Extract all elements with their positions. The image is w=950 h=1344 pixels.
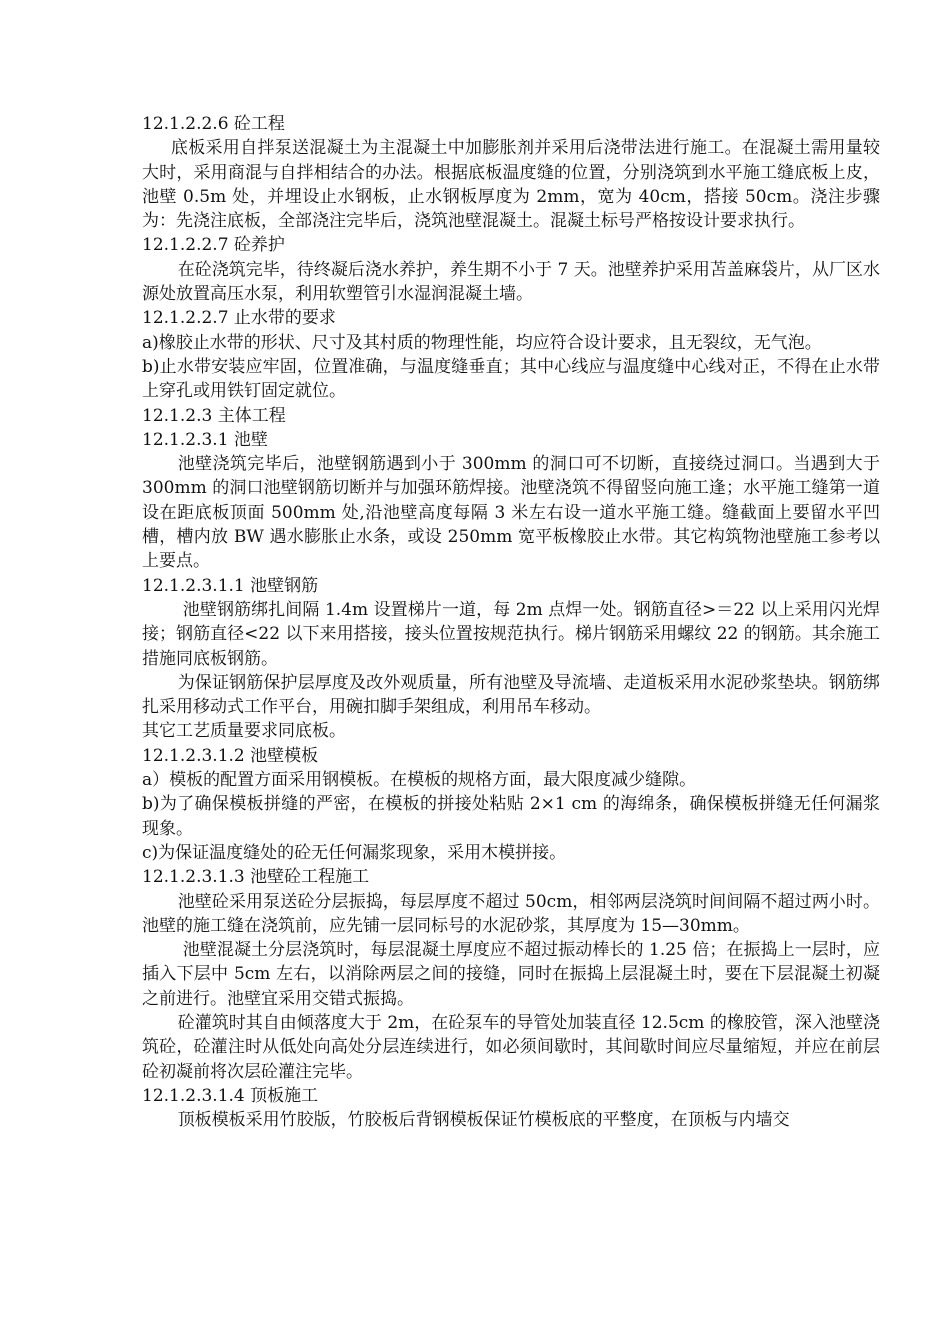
paragraph-pool-wall-concrete-3: 砼灌筑时其自由倾落度大于 2m，在砼泵车的导管处加装直径 12.5cm 的橡胶管，深入池壁浇筑砼，砼灌注时从低处向高处分层连续进行，如必须间歇时，其间歇时间应尽量缩短，并应在前层砼初凝前将次层砼灌注完毕。: [142, 1012, 880, 1082]
paragraph-roof-slab: 顶板模板采用竹胶版，竹胶板后背钢模板保证竹模板底的平整度，在顶板与内墙交: [177, 1110, 790, 1131]
section-heading-pool-wall: 12.1.2.3.1 池壁: [142, 429, 268, 450]
section-heading-pool-wall-rebar: 12.1.2.3.1.1 池壁钢筋: [142, 575, 319, 596]
section-heading-concrete-curing: 12.1.2.2.7 砼养护: [142, 235, 285, 256]
section-heading-main-structure: 12.1.2.3 主体工程: [142, 405, 286, 426]
list-item-waterstop-a: a)橡胶止水带的形状、尺寸及其村质的物理性能，均应符合设计要求，且无裂纹，无气泡。: [142, 332, 822, 353]
list-item-formwork-a: a）模板的配置方面采用钢模板。在模板的规格方面，最大限度减少缝隙。: [142, 770, 697, 791]
paragraph-pool-wall: 池壁浇筑完毕后，池壁钢筋遇到小于 300mm 的洞口可不切断，直接绕过洞口。当遇到大于 300mm 的洞口池壁钢筋切断并与加强环筋焊接。池壁浇筑不得留竖向施工逢；水平施工缝第一道设在距底板顶面 500mm 处,沿池壁高度每隔 3 米左右设一道水平施工缝。缝截面上要留水平凹槽，槽内放 BW 遇水膨胀止水条，或设 250mm 宽平板橡胶止水带。其它构筑物池壁施工参考以上要点。: [142, 454, 880, 572]
paragraph-concrete-works: 底板采用自拌泵送混凝土为主混凝土中加膨胀剂并采用后浇带法进行施工。在混凝土需用量较大时，采用商混与自拌相结合的办法。根据底板温度缝的位置，分别浇筑到水平施工缝底板上皮，池壁 0.5m 处，并埋设止水钢板，止水钢板厚度为 2mm，宽为 40cm，搭接 50cm。浇注步骤为：先浇注底板，全部浇注完毕后，浇筑池壁混凝土。混凝土标号严格按设计要求执行。: [142, 138, 880, 232]
section-heading-pool-wall-formwork: 12.1.2.3.1.2 池壁模板: [142, 745, 319, 766]
paragraph-concrete-curing: 在砼浇筑完毕，待终凝后浇水养护，养生期不小于 7 天。池壁养护采用苫盖麻袋片，从厂区水源处放置高压水泵，利用软塑管引水湿润混凝土墙。: [142, 259, 880, 305]
section-heading-roof-slab: 12.1.2.3.1.4 顶板施工: [142, 1085, 319, 1106]
paragraph-pool-wall-rebar-3: 其它工艺质量要求同底板。: [142, 721, 346, 742]
paragraph-pool-wall-concrete-2: 池壁混凝土分层浇筑时，每层混凝土厚度应不超过振动棒长的 1.25 倍；在振捣上一层时，应插入下层中 5cm 左右，以消除两层之间的接缝，同时在振捣上层混凝土时，要在下层混凝土初凝之前进行。池壁宜采用交错式振捣。: [142, 940, 880, 1009]
section-heading-waterstop-requirements: 12.1.2.2.7 止水带的要求: [142, 308, 336, 329]
section-heading-concrete-works: 12.1.2.2.6 砼工程: [142, 114, 285, 134]
list-item-formwork-c: c)为保证温度缝处的砼无任何漏浆现象，采用木模拼接。: [142, 842, 567, 863]
document-body: [142, 112, 880, 1132]
list-item-waterstop-b: b)止水带安装应牢固，位置准确，与温度缝垂直；其中心线应与温度缝中心线对正，不得在止水带上穿孔或用铁钉固定就位。: [142, 356, 880, 402]
section-heading-pool-wall-concrete: 12.1.2.3.1.3 池壁砼工程施工: [142, 867, 370, 888]
paragraph-pool-wall-rebar-1: 池壁钢筋绑扎间隔 1.4m 设置梯片一道，每 2m 点焊一处。钢筋直径>＝22 以上采用闪光焊接；钢筋直径<22 以下来用搭接，接头位置按规范执行。梯片钢筋采用螺纹 22 的钢筋。其余施工措施同底板钢筋。: [142, 599, 880, 669]
paragraph-pool-wall-concrete-1: 池壁砼采用泵送砼分层振捣，每层厚度不超过 50cm，相邻两层浇筑时间间隔不超过两小时。池壁的施工缝在浇筑前，应先铺一层同标号的水泥砂浆，其厚度为 15—30mm。: [142, 891, 880, 936]
paragraph-pool-wall-rebar-2: 为保证钢筋保护层厚度及改外观质量，所有池壁及导流墙、走道板采用水泥砂浆垫块。钢筋绑扎采用移动式工作平台，用碗扣脚手架组成，利用吊车移动。: [142, 672, 880, 718]
list-item-formwork-b: b)为了确保模板拼缝的严密，在模板的拼接处粘贴 2×1 cm 的海绵条，确保模板拼缝无任何漏浆现象。: [142, 794, 880, 839]
